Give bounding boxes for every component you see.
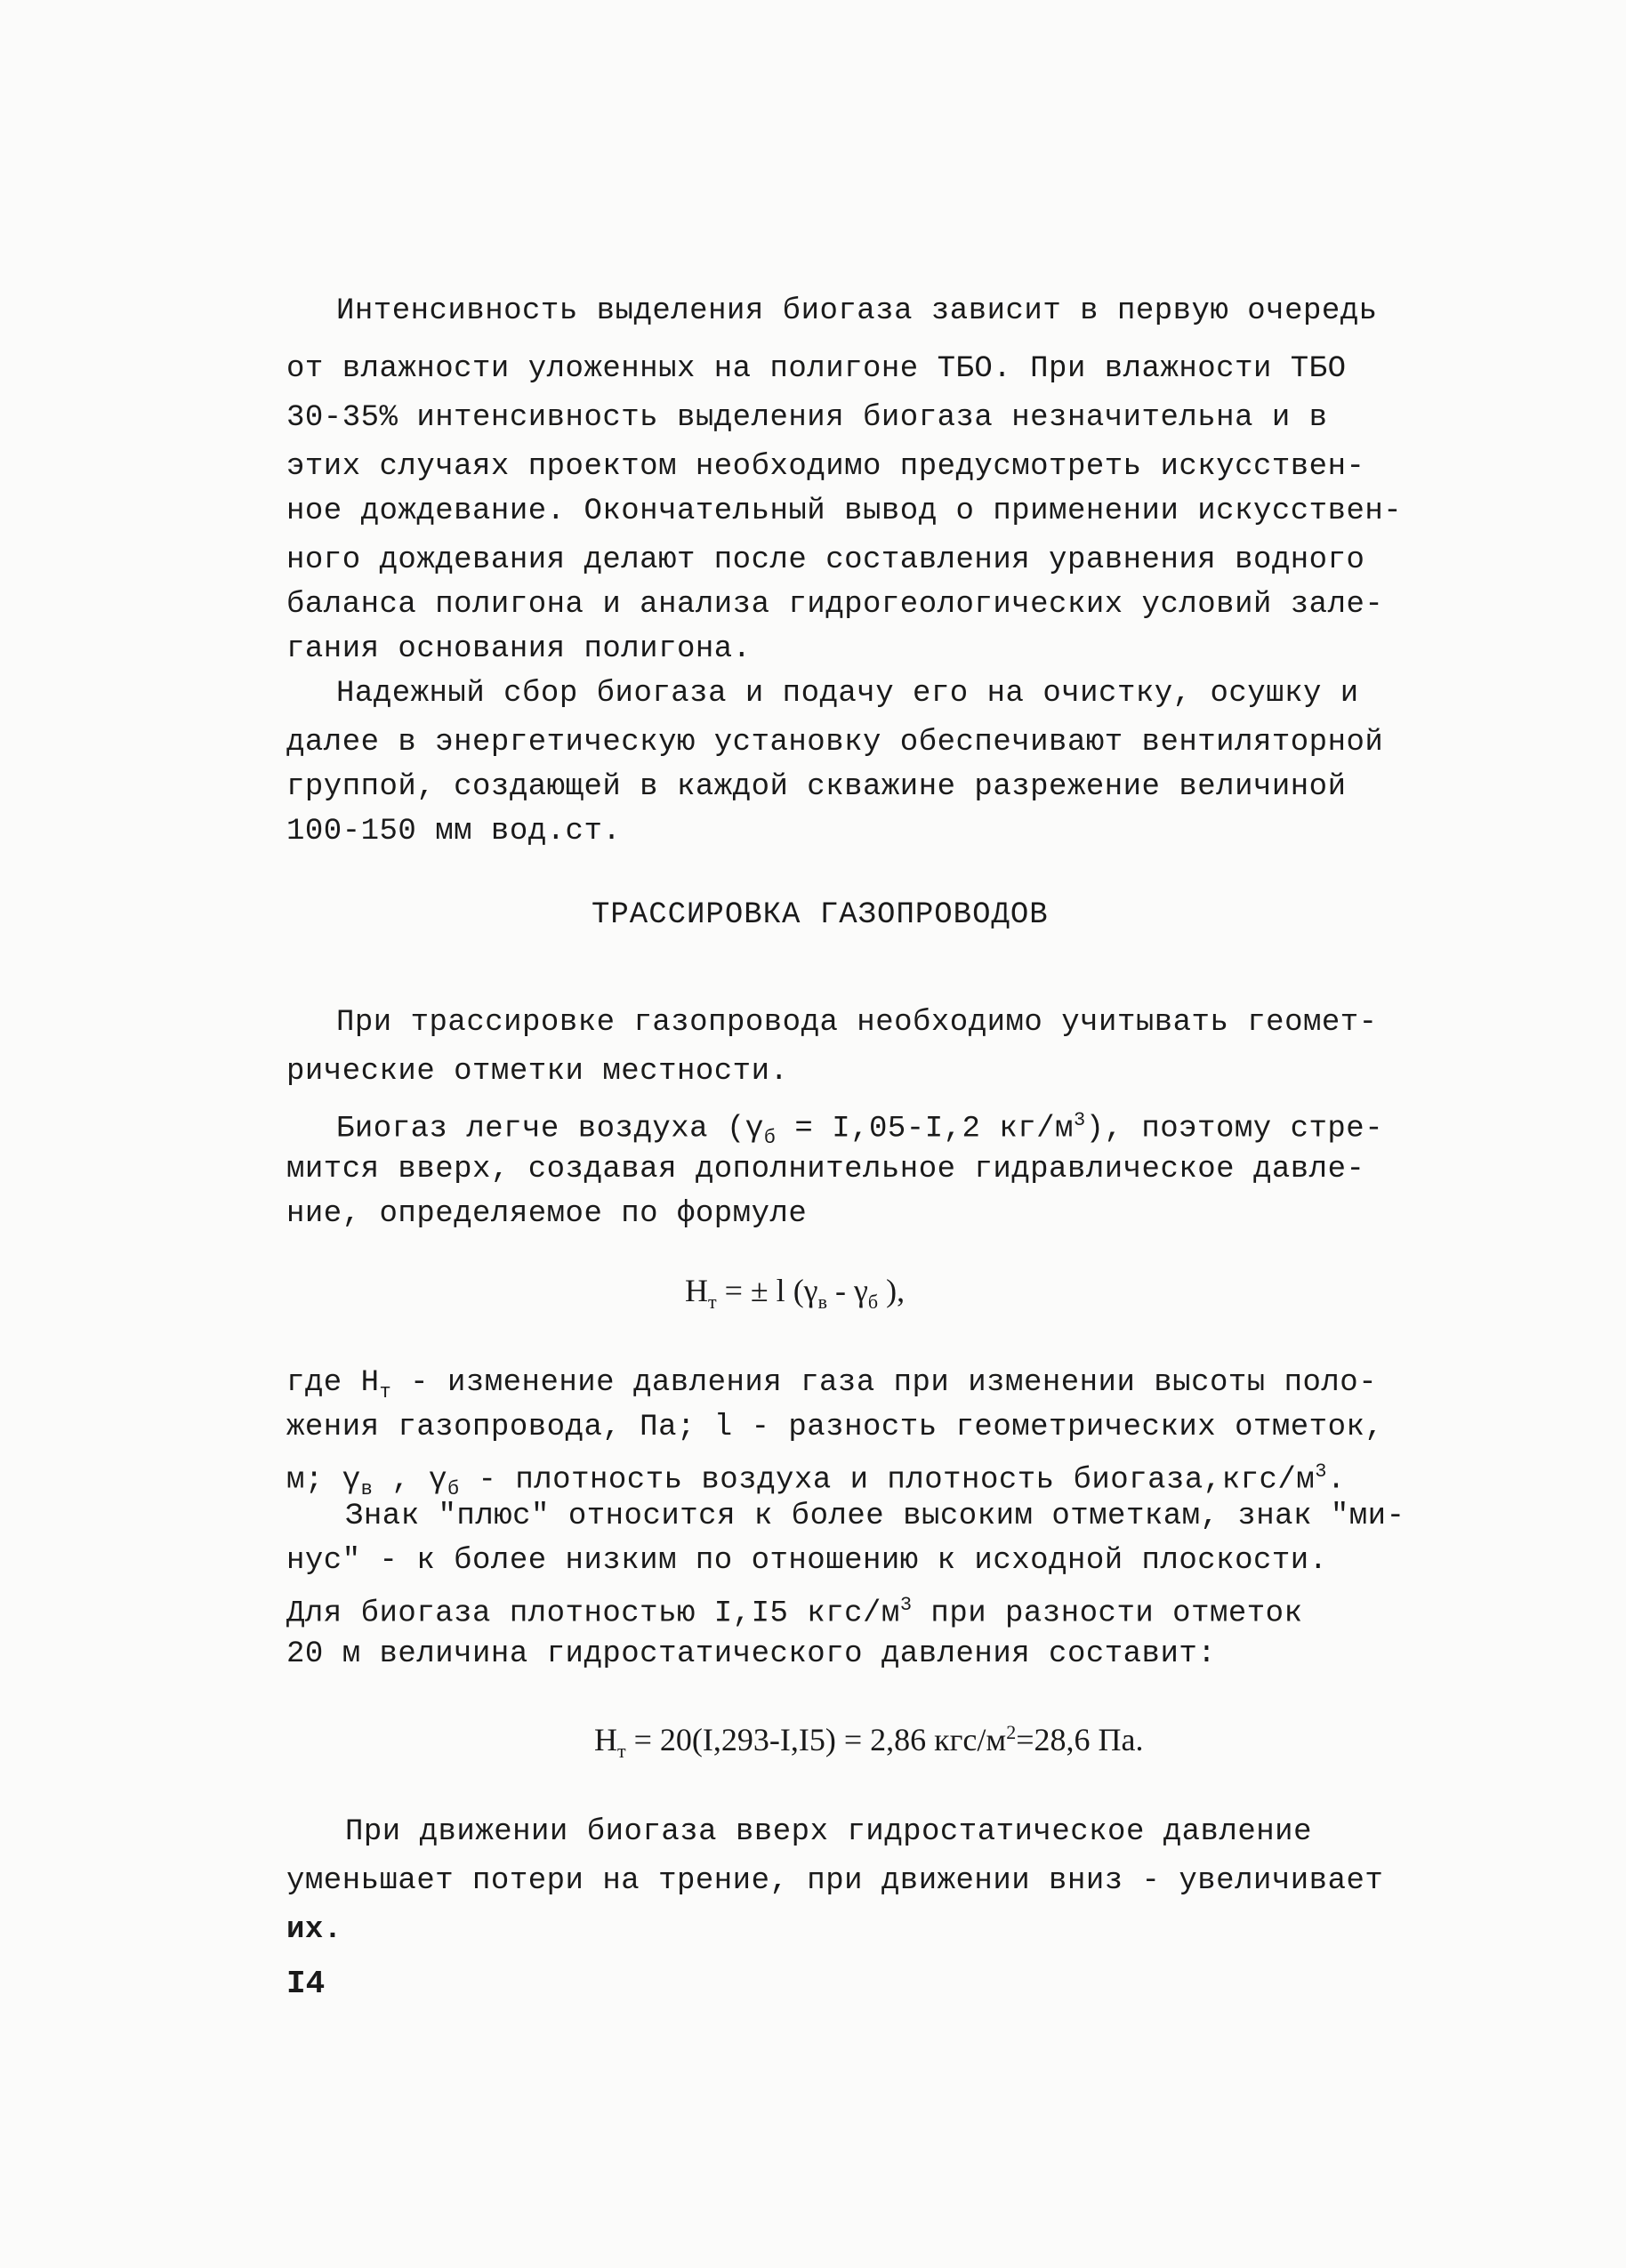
- paragraph2-line-3: группой, создающей в каждой скважине разрежение величиной: [286, 770, 1347, 804]
- paragraph5-line-1: где $H_т$ - изменение давления газа при изменении высоты поло-: [286, 1366, 1378, 1403]
- paragraph1-line-3: 30-35% интенсивность выделения биогаза незначительна и в: [286, 401, 1328, 435]
- page-number: I4: [286, 1966, 326, 2002]
- paragraph1-line-2: от влажности уложенных на полигоне ТБО. При влажности ТБО: [286, 352, 1347, 386]
- paragraph6-line-3: Для биогаза плотностью I,I5 кгс/$м^3$ при разности отметок: [286, 1594, 1303, 1631]
- paragraph1-line-7: баланса полигона и анализа гидрогеологических условий зале-: [286, 588, 1384, 622]
- paragraph6-line-2: нус" - к более низким по отношению к исходной плоскости.: [286, 1544, 1328, 1578]
- paragraph6-line-4: 20 м величина гидростатического давления составит:: [286, 1637, 1217, 1671]
- paragraph5-line-2: жения газопровода, Па; l - разность геометрических отметок,: [286, 1411, 1384, 1444]
- paragraph2-line-1: Надежный сбор биогаза и подачу его на очистку, осушку и: [336, 677, 1359, 711]
- paragraph5-line-3: м; $\gamma_в$ , $\gamma_б$ - плотность воздуха и плотность $биогаза,кгс/м^3$.: [286, 1460, 1346, 1501]
- paragraph2-line-4: 100-150 мм вод.ст.: [286, 815, 622, 848]
- section-heading: ТРАССИРОВКА ГАЗОПРОВОДОВ: [592, 898, 1049, 932]
- paragraph7-line-3: их.: [286, 1913, 342, 1947]
- paragraph1-line-8: гания основания полигона.: [286, 632, 752, 666]
- paragraph7-line-2: уменьшает потери на трение, при движении вниз - увеличивает: [286, 1864, 1384, 1898]
- paragraph3-line-2: рические отметки местности.: [286, 1055, 789, 1089]
- paragraph4-line-1: Биогаз легче воздуха ($\gamma_б = I,05-I,2$ $кг/м^3$), поэтому стре-: [336, 1109, 1384, 1150]
- paragraph7-line-1: При движении биогаза вверх гидростатическое давление: [345, 1815, 1312, 1849]
- paragraph3-line-1: При трассировке газопровода необходимо учитывать геомет-: [336, 1006, 1378, 1040]
- paragraph1-line-4: этих случаях проектом необходимо предусмотреть искусствен-: [286, 450, 1365, 484]
- paragraph1-line-6: ного дождевания делают после составления уравнения водного: [286, 543, 1365, 577]
- paragraph1-line-1: Интенсивность выделения биогаза зависит в первую очередь: [336, 294, 1378, 328]
- paragraph1-line-5: ное дождевание. Окончательный вывод о применении искусствен-: [286, 495, 1403, 528]
- paragraph4-line-2: мится вверх, создавая дополнительное гидравлическое давле-: [286, 1153, 1365, 1186]
- formula-hydraulic-pressure: $H_т$ = ± l ($\gamma_в - \gamma_б$ ),: [685, 1273, 906, 1314]
- paragraph4-line-3: ние, определяемое по формуле: [286, 1197, 808, 1231]
- paragraph2-line-2: далее в энергетическую установку обеспечивают вентиляторной: [286, 726, 1384, 760]
- paragraph6-line-1: Знак "плюс" относится к более высоким отметкам, знак "ми-: [345, 1500, 1405, 1533]
- formula-hydrostatic-result: $H_т = 20(I,293-I,I5) = 2,86$ кгс/$м^2=28,6$ Па.: [594, 1721, 1144, 1763]
